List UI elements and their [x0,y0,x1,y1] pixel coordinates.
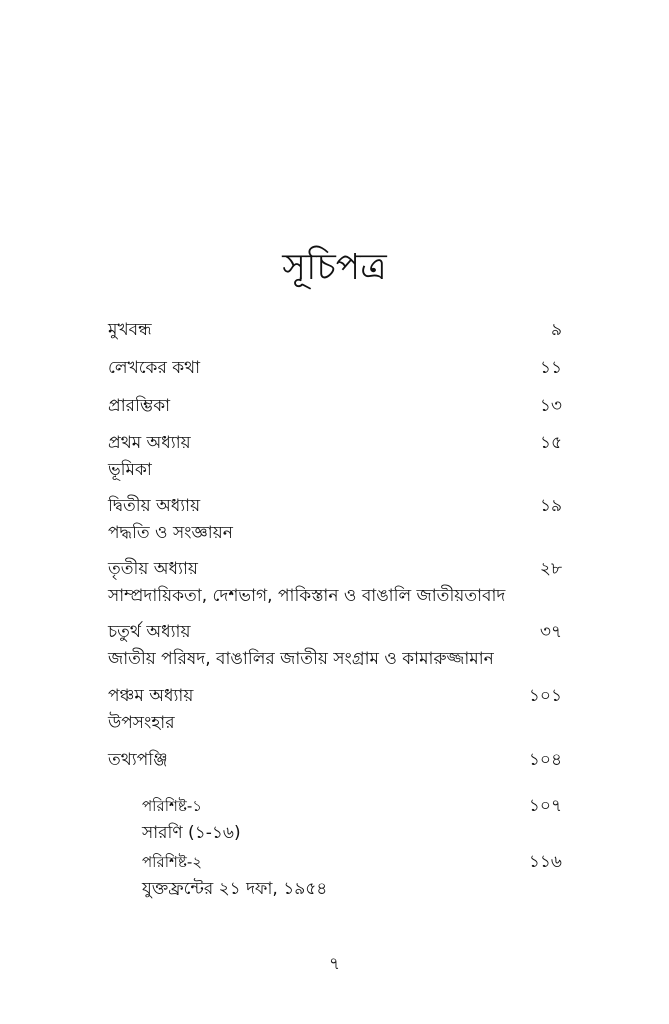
toc-entry-chapter-4[interactable] [108,620,562,671]
toc-entry-page: ১৩ [539,396,562,416]
toc-entry-page: ২৮ [539,559,562,579]
toc-entry-title: প্রথম অধ্যায় [108,433,191,453]
toc-entry-page: ১০১ [528,686,562,706]
toc-entry-subtitle: যুক্তফ্রন্টের ২১ দফা, ১৯৫৪ [142,879,328,899]
toc-entry-title: পরিশিষ্ট-১ [142,797,203,815]
toc-entry-author-note[interactable] [108,356,562,380]
toc-entry-title: তথ্যপঞ্জি [108,750,168,770]
toc-entry-page: ১০৭ [528,796,562,816]
toc-entry-chapter-3[interactable] [108,557,562,608]
toc-entry-page: ১১৬ [528,852,562,872]
toc-entry-title: প্রারম্ভিকা [108,396,171,416]
toc-entry-title: পরিশিষ্ট-২ [142,853,203,871]
toc-entry-page: ১৯ [539,496,562,516]
toc-entry-page: ১১ [539,358,562,378]
toc-entry-title: লেখকের কথা [108,358,201,378]
toc-entry-introduction[interactable] [108,394,562,418]
toc-entry-title: দ্বিতীয় অধ্যায় [108,496,201,516]
toc-entry-chapter-1[interactable] [108,431,562,482]
toc-entry-chapter-5[interactable] [108,684,562,735]
toc-entry-title: পঞ্চম অধ্যায় [108,686,194,706]
page-title: সূচিপত্র [282,247,387,288]
toc-entry-subtitle: জাতীয় পরিষদ, বাঙালির জাতীয় সংগ্রাম ও কামারুজ্জামান [108,649,494,669]
toc-entry-title: মুখবন্ধ [108,320,152,340]
toc-entry-title: তৃতীয় অধ্যায় [108,559,198,579]
toc-entry-page: ১৫ [539,433,562,453]
toc-entry-page: ৩৭ [539,622,562,642]
toc-entry-page: ৯ [550,320,562,340]
toc-entry-subtitle: সাম্প্রদায়িকতা, দেশভাগ, পাকিস্তান ও বাঙালি জাতীয়তাবাদ [108,586,506,606]
toc-entry-title: চতুর্থ অধ্যায় [108,622,191,642]
toc-entry-chapter-2[interactable] [108,494,562,545]
toc-entry-subtitle: পদ্ধতি ও সংজ্ঞায়ন [108,523,233,543]
toc-entry-bibliography[interactable] [108,748,562,772]
toc-entry-page: ১০৪ [528,750,562,770]
toc-entry-subtitle: ভূমিকা [108,460,152,480]
toc-entry-preface[interactable] [108,318,562,342]
toc-entry-subtitle: উপসংহার [108,713,175,733]
toc-entry-subtitle: সারণি (১-১৬) [142,823,241,843]
toc-entry-appendix-2[interactable] [142,850,562,901]
page-number: ৭ [328,954,341,974]
toc-entry-appendix-1[interactable] [142,794,562,845]
